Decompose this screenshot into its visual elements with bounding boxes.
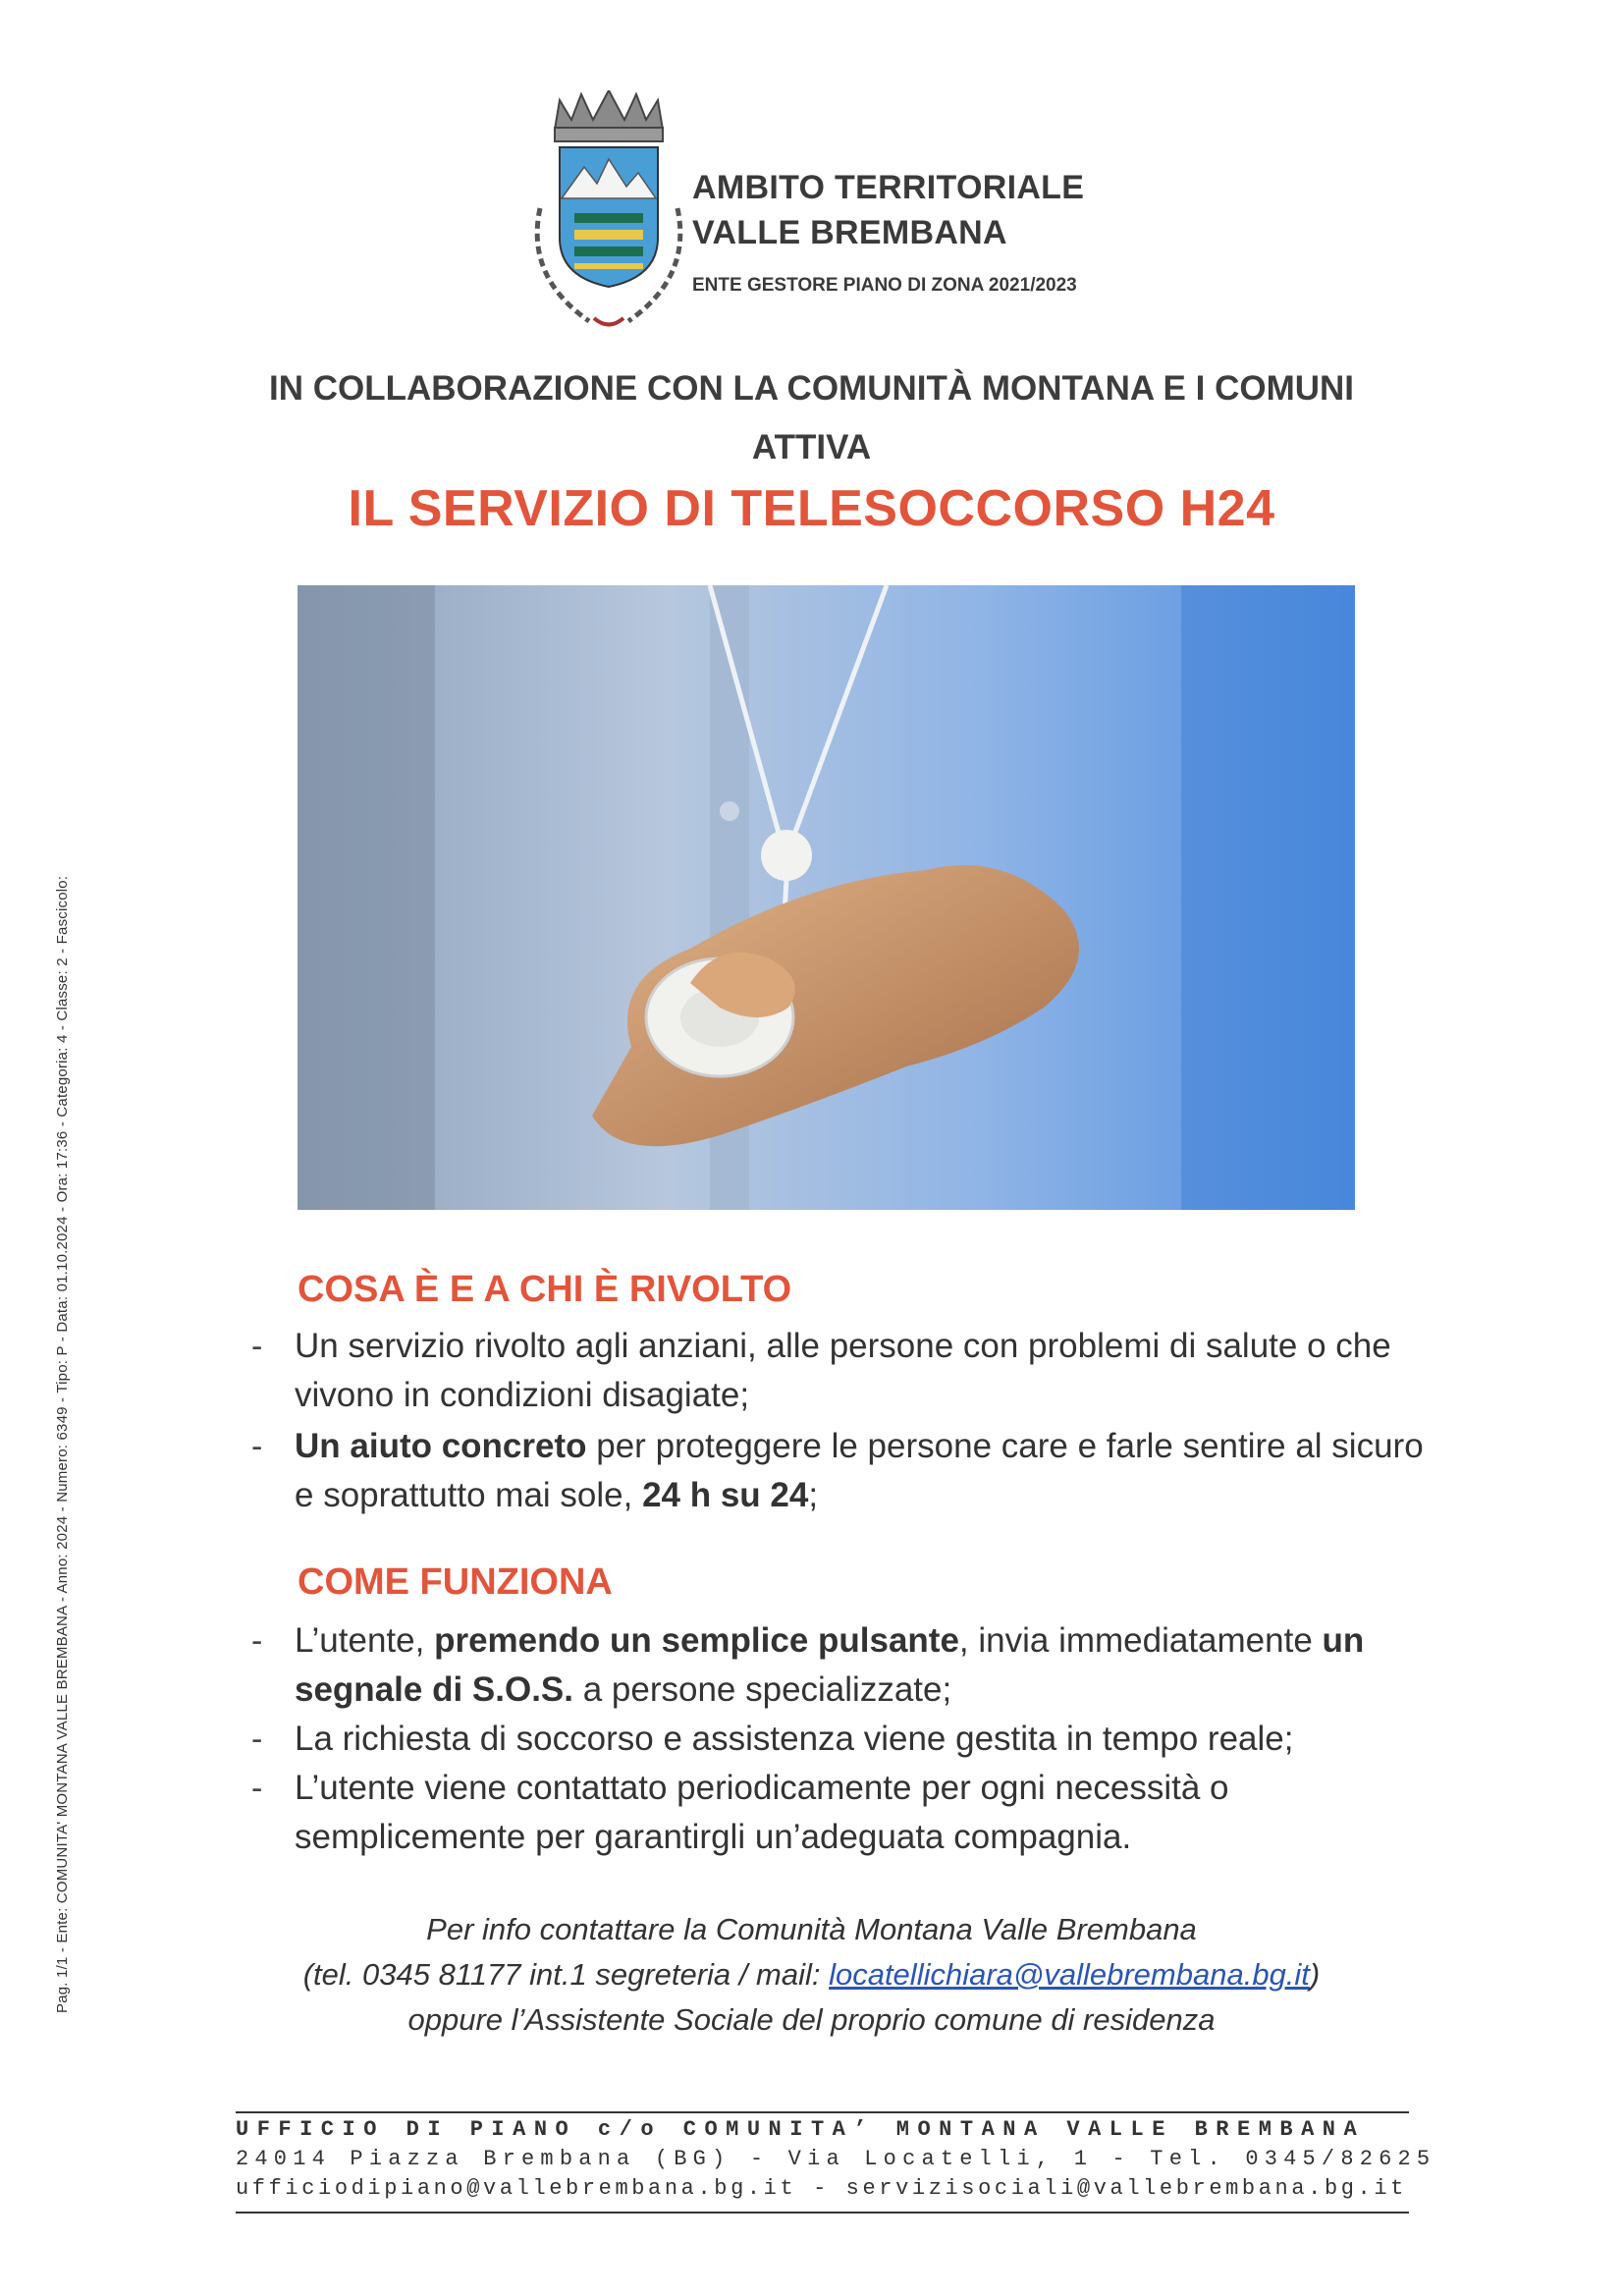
text-span: ): [1309, 1957, 1321, 1992]
text-span: , invia immediatamente: [958, 1621, 1323, 1660]
list-item: [295, 1616, 1443, 1715]
footer-top-divider: [236, 2111, 1409, 2113]
bold-text: premendo un semplice pulsante: [434, 1621, 959, 1660]
section-heading-what-is-it: COSA È E A CHI È RIVOLTO: [298, 1269, 792, 1310]
text-span: ;: [808, 1476, 819, 1514]
contact-line2: [0, 1952, 1623, 1997]
footer-address: 24014 Piazza Brembana (BG) - Via Locatelli, 1 - Tel. 0345/82625: [236, 2147, 1436, 2171]
coat-of-arms-logo: [511, 90, 707, 336]
bullet-dash: -: [251, 1770, 263, 1807]
organization-subtitle: ENTE GESTORE PIANO DI ZONA 2021/2023: [692, 275, 1077, 296]
list-item: [295, 1422, 1443, 1520]
bold-text: Un aiuto concreto: [295, 1427, 587, 1465]
list-item: Un servizio rivolto agli anziani, alle persone con problemi di salute o che vivono in condizioni disagiate;: [295, 1327, 1391, 1414]
bold-text: 24 h su 24: [642, 1476, 809, 1514]
collaboration-statement: [0, 359, 1623, 477]
footer-office-name: UFFICIO DI PIANO c/o COMUNITA’ MONTANA VALLE BREMBANA: [236, 2117, 1366, 2142]
bullet-dash: -: [251, 1328, 263, 1365]
organization-name-line1: AMBITO TERRITORIALE: [692, 169, 1085, 206]
bullet-dash: -: [251, 1721, 263, 1758]
text-span: a persone specializzate;: [572, 1670, 952, 1709]
bold-text: un segnale di S.O.S.: [295, 1621, 1365, 1709]
contact-line1: Per info contattare la Comunità Montana Valle Brembana: [426, 1912, 1197, 1946]
crown-icon: [555, 90, 663, 141]
contact-phone: (tel. 0345 81177 int.1 segreteria / mail:: [302, 1957, 830, 1992]
bullet-dash: -: [251, 1622, 263, 1660]
footer-emails: ufficiodipiano@vallebrembana.bg.it - servizisociali@vallebrembana.bg.it: [236, 2176, 1407, 2201]
contact-line3: oppure l’Assistente Sociale del proprio comune di residenza: [407, 2002, 1216, 2037]
bullet-dash: -: [251, 1428, 263, 1465]
section-heading-how-it-works: COME FUNZIONA: [298, 1561, 613, 1603]
collaboration-line1: IN COLLABORAZIONE CON LA COMUNITÀ MONTANA E I COMUNI: [268, 369, 1354, 408]
list-item: La richiesta di soccorso e assistenza viene gestita in tempo reale;: [295, 1720, 1294, 1758]
service-title: IL SERVIZIO DI TELESOCCORSO H24: [348, 480, 1275, 537]
contact-info: [0, 1907, 1623, 2043]
protocol-stamp: Pag. 1/1 - Ente: COMUNITA' MONTANA VALLE BREMBANA - Anno: 2024 - Numero: 6349 - Tipo: P - Data: 01.10.2024 - Ora: 17:36 - Categoria: 4 - Classe: 2 - Fascicolo:: [54, 875, 71, 2013]
footer-bottom-divider: [236, 2212, 1409, 2214]
text-span: L’utente,: [295, 1621, 435, 1660]
list-item: L’utente viene contattato periodicamente per ogni necessità o semplicemente per garantirgli un’adeguata compagnia.: [295, 1769, 1229, 1856]
photo-elderly-hand-with-alarm: [298, 585, 1355, 1210]
organization-name: [692, 165, 1084, 255]
organization-name-line2: VALLE BREMBANA: [692, 214, 1007, 251]
collaboration-line2: ATTIVA: [751, 428, 872, 466]
contact-email-link[interactable]: locatellichiara@vallebrembana.bg.it: [829, 1957, 1310, 1992]
text-span: per proteggere le persone care e farle sentire al sicuro e soprattutto mai sole,: [295, 1427, 1424, 1514]
